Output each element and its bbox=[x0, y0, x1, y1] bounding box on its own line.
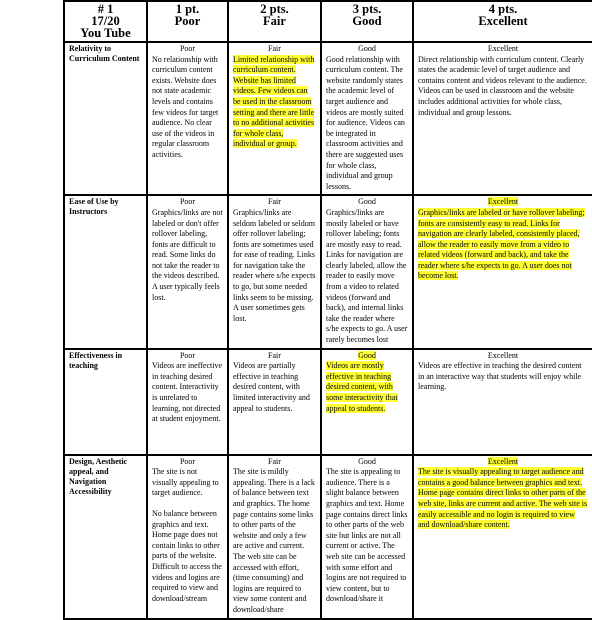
header-excellent-cell bbox=[413, 1, 592, 42]
description-text: Good relationship with curriculum content. The website randomly states the academic level of target audience and videos are mostly suited for audience. Videos can be integrated in classroom activities and there are suggested uses for whole class, individual and group lessons. bbox=[326, 54, 405, 191]
level-label: Poor bbox=[179, 350, 196, 360]
level-label-text: Good bbox=[358, 350, 376, 360]
rating-cell-excellent bbox=[413, 349, 592, 455]
header-good-label: Good bbox=[352, 14, 382, 28]
level-label: Fair bbox=[268, 44, 281, 53]
header-good-points: 3 pts. bbox=[352, 2, 382, 16]
level-label: Poor bbox=[179, 456, 196, 466]
level-label: Poor bbox=[179, 44, 196, 53]
rating-cell-poor bbox=[147, 42, 228, 195]
description-text: The site is not visually appealing to target audience. bbox=[152, 467, 219, 498]
criterion-label: Ease of Use by Instructors bbox=[64, 195, 147, 348]
level-label: Good bbox=[358, 456, 376, 466]
description-text: Videos are ineffective in teaching desired content. Interactivity is unrelated to learning, not directed at student enjoyment. bbox=[152, 361, 223, 424]
rubric-row-ease-of-use bbox=[64, 195, 592, 348]
header-row bbox=[64, 1, 592, 42]
header-fair-cell bbox=[228, 1, 321, 42]
rubric-row-curriculum bbox=[64, 42, 592, 195]
description-text: Graphics/links are labeled or have rollover labeling; fonts are consistently easy to read. Links for navigation are clearly labeled, consistently placed, allow the reader to easily move from a video to related videos (forward and back), and take the reader where s/he expects to go. A user does not become lost. bbox=[418, 207, 585, 281]
level-label: Fair bbox=[268, 350, 281, 360]
criterion-label: Design, Aesthetic appeal, and Navigation Accessibility bbox=[64, 455, 147, 619]
level-label bbox=[418, 197, 588, 208]
rating-cell-poor bbox=[147, 455, 228, 619]
description-text: Graphics/links are not labeled or don't offer rollover labeling, fonts are difficult to read. Some links do not take the reader to the videos described. A user typically feels lost. bbox=[152, 207, 223, 302]
description-text-continued: No balance between graphics and text. Home page does not contain links to other parts of the website. Difficult to access the videos and logins are required to view and download/stream bbox=[152, 509, 222, 603]
rating-cell-excellent bbox=[413, 195, 592, 348]
description-text: Videos are partially effective in teaching desired content, with limited interactivity and appeal to students. bbox=[233, 361, 310, 413]
description-text: Limited relationship with curriculum content. Website has limited videos. Few videos can be used in the classroom setting and there are little to no additional activities for whole class, individual or group. bbox=[233, 54, 315, 149]
rating-cell-good bbox=[321, 42, 413, 195]
description-text: Direct relationship with curriculum content. Clearly states the academic level of target audience and contains content and videos relevant to the audience. Videos can be used in classroom and the website includes additional activities for whole class, individual and group lessons. bbox=[418, 54, 587, 117]
rating-cell-fair bbox=[228, 349, 321, 455]
rating-cell-fair bbox=[228, 195, 321, 348]
header-good-cell bbox=[321, 1, 413, 42]
level-label-text: Excellent bbox=[487, 456, 519, 466]
header-poor-cell bbox=[147, 1, 228, 42]
rating-cell-fair bbox=[228, 42, 321, 195]
header-poor-label: Poor bbox=[174, 14, 201, 28]
level-label bbox=[326, 351, 408, 362]
criterion-label: Relativity to Curriculum Content bbox=[64, 42, 147, 195]
level-label: Poor bbox=[179, 197, 196, 207]
rating-cell-excellent bbox=[413, 42, 592, 195]
description-text: Graphics/links are mostly labeled or have rollover labeling; fonts are mostly easy to read. Links for navigation are clearly labeled, allow the reader to easily move from a video to related videos (forward and back), and internal links take the reader where s/he expects to go. A user rarely becomes lost bbox=[326, 207, 408, 345]
header-score: 17/20 bbox=[91, 14, 120, 28]
description-text: The site is appealing to audience. There is a slight balance between graphics and text. Home page contains direct links to other parts of the web site but links are not all current or active. The web site can be accessed with some effort and logins are not required to view content, but to download/share it bbox=[326, 467, 408, 604]
level-label: Fair bbox=[268, 197, 281, 207]
header-subject: You Tube bbox=[80, 26, 131, 40]
level-label: Good bbox=[358, 44, 376, 53]
header-title-cell bbox=[64, 1, 147, 42]
level-label: Good bbox=[358, 197, 376, 207]
level-label: Excellent bbox=[487, 44, 519, 53]
rating-cell-poor bbox=[147, 349, 228, 455]
header-fair-label: Fair bbox=[263, 14, 286, 28]
header-number: # 1 bbox=[97, 2, 114, 16]
description-text: Videos are effective in teaching the desired content in an interactive way that students will enjoy while learning. bbox=[418, 361, 582, 392]
level-label: Fair bbox=[268, 456, 281, 466]
level-label: Excellent bbox=[487, 350, 519, 360]
rating-cell-good bbox=[321, 195, 413, 348]
rubric-row-design bbox=[64, 455, 592, 619]
header-excellent-label: Excellent bbox=[478, 14, 528, 28]
rubric-table bbox=[63, 0, 592, 620]
rating-cell-fair bbox=[228, 455, 321, 619]
description-text: No relationship with curriculum content exists. Website does not state academic levels and contains few videos for target audience. No clear use of the videos in regular classroom activities. bbox=[152, 54, 219, 159]
description-text: Videos are mostly effective in teaching desired content, with some interactivity that appeal to students. bbox=[326, 361, 398, 413]
rating-cell-good bbox=[321, 349, 413, 455]
header-fair-points: 2 pts. bbox=[260, 2, 289, 16]
rating-cell-poor bbox=[147, 195, 228, 348]
header-excellent-points: 4 pts. bbox=[488, 2, 518, 16]
description-text: The site is visually appealing to target audience and contains a good balance between graphics and text. Home page contains direct links to other parts of the web site, links are current and active. The web site is easily accessible and no login is required to view and download/share content. bbox=[418, 467, 588, 530]
criterion-label: Effectiveness in teaching bbox=[64, 349, 147, 455]
rating-cell-good bbox=[321, 455, 413, 619]
description-text: Graphics/links are seldom labeled or seldom offer rollover labeling; fonts are sometimes used for ease of reading. Links for navigation take the reader where s/he expects to go, but some needed links seem to be missing. A user sometimes gets lost. bbox=[233, 207, 316, 323]
description-text: The site is mildly appealing. There is a lack of balance between text and graphics. The home page contains some links to other parts of the website and only a few are active and current. The web site can be accessed with effort, (time consuming) and logins are required to view some content and download/share bbox=[233, 467, 315, 614]
level-label bbox=[418, 457, 588, 468]
level-label-text: Excellent bbox=[487, 197, 519, 207]
header-poor-points: 1 pt. bbox=[175, 2, 200, 16]
rubric-row-effectiveness bbox=[64, 349, 592, 455]
rating-cell-excellent bbox=[413, 455, 592, 619]
